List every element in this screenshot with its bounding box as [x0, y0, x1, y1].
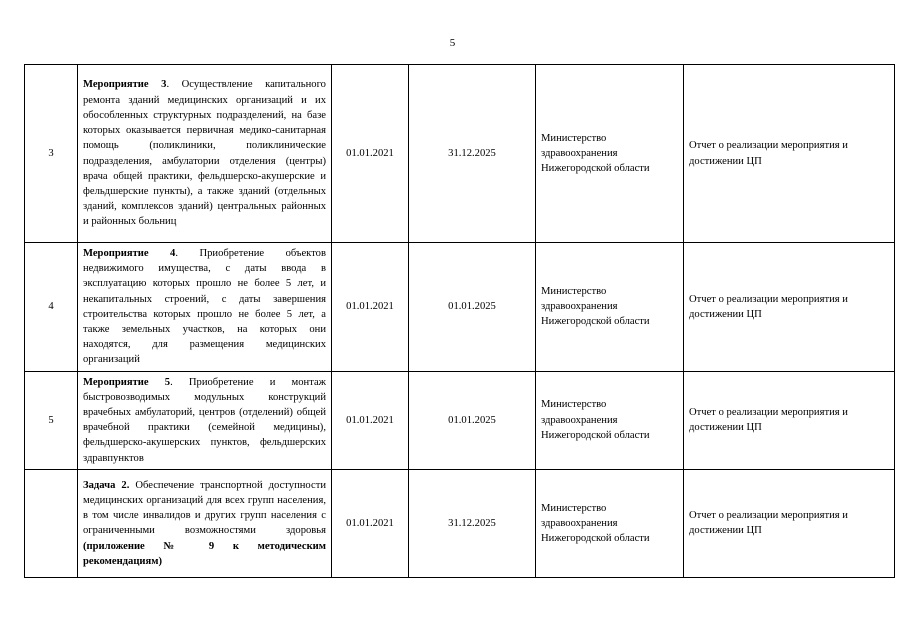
row-number [25, 469, 78, 577]
page-number: 5 [449, 37, 456, 49]
measure-title: Мероприятие 4 [83, 248, 176, 259]
report-form: Отчет о реализации мероприятия и достижении ЦП [684, 65, 895, 243]
row-number: 4 [25, 243, 78, 372]
end-date: 01.01.2025 [409, 371, 536, 469]
measures-table [24, 64, 895, 578]
row-number: 5 [25, 371, 78, 469]
measure-text: . Осуществление капитального ремонта зданий медицинских организаций и их обособленных структурных подразделений, на базе которых оказывается первичная медико-санитарная помощь (поликлиники, поликлинические подразделения, амбулатории отделения (центры) врача общей практики, фельдшерско-акушерские и фельдшерские пункты), а также зданий (отдельных зданий, комплексов зданий) центральных районных и районных больниц [83, 79, 326, 228]
table-row [25, 469, 895, 577]
start-date: 01.01.2021 [332, 469, 409, 577]
measure-title: Мероприятие 3 [83, 79, 167, 91]
end-date: 01.01.2025 [409, 243, 536, 372]
responsible-org: Министерство здравоохранения Нижегородской области [536, 243, 684, 372]
table-row [25, 65, 895, 243]
measure-description [78, 243, 332, 372]
task-text: Обеспечение транспортной доступности медицинских организаций для всех групп населения, в том числе инвалидов и других групп населения с ограниченными возможностями здоровья [83, 479, 326, 537]
measure-title: Мероприятие 5 [83, 376, 171, 388]
start-date: 01.01.2021 [332, 65, 409, 243]
row-number: 3 [25, 65, 78, 243]
report-form: Отчет о реализации мероприятия и достижении ЦП [684, 469, 895, 577]
measure-description [78, 65, 332, 243]
start-date: 01.01.2021 [332, 243, 409, 372]
task-appendix-ref: (приложение № 9 к методическим рекомендациям) [83, 540, 326, 567]
responsible-org: Министерство здравоохранения Нижегородской области [536, 469, 684, 577]
end-date: 31.12.2025 [409, 469, 536, 577]
responsible-org: Министерство здравоохранения Нижегородской области [536, 65, 684, 243]
report-form: Отчет о реализации мероприятия и достижении ЦП [684, 371, 895, 469]
task-description [78, 469, 332, 577]
measure-text: . Приобретение и монтаж быстровозводимых модульных конструкций врачебных амбулаторий, центров (отделений) общей врачебной практики (семейной медицины), фельдшерско-акушерских пунктов, фельдшерских здравпунктов [83, 376, 326, 464]
start-date: 01.01.2021 [332, 371, 409, 469]
task-title: Задача 2. [83, 479, 130, 491]
table-row [25, 371, 895, 469]
report-form: Отчет о реализации мероприятия и достижении ЦП [684, 243, 895, 372]
measure-text: . Приобретение объектов недвижимого имущества, с даты ввода в эксплуатацию которых прошло не более 5 лет, и некапитальных строений, с даты завершения строительства которых прошло не более 5 лет, а также земельных участков, на которых они находятся, для размещения медицинских организаций [83, 248, 326, 366]
measure-description [78, 371, 332, 469]
end-date: 31.12.2025 [409, 65, 536, 243]
table-row [25, 243, 895, 372]
responsible-org: Министерство здравоохранения Нижегородской области [536, 371, 684, 469]
